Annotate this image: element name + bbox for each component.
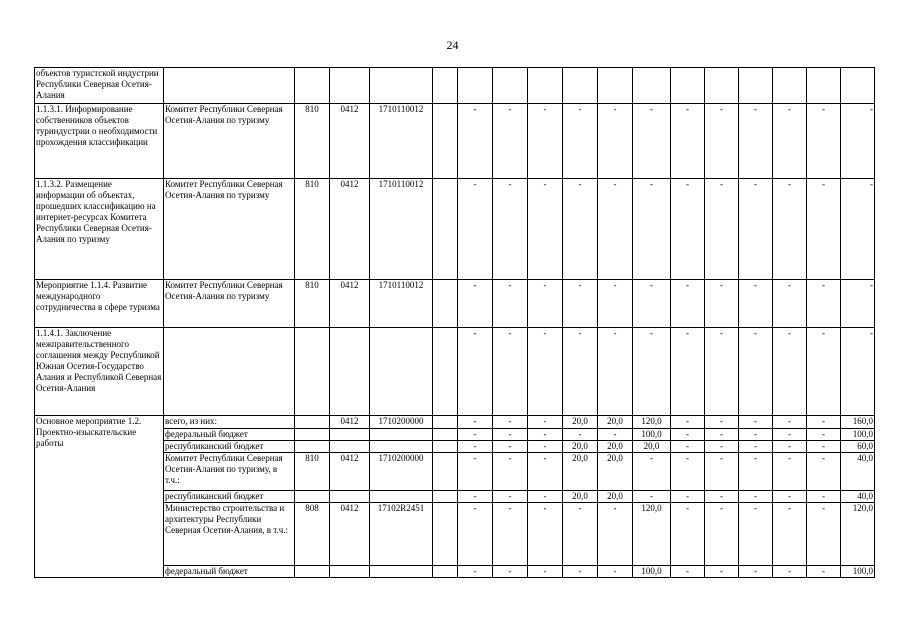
value-cell: -: [773, 104, 807, 179]
csr-code: [370, 566, 433, 578]
value-cell: -: [493, 441, 528, 453]
value-cell: -: [773, 328, 807, 416]
executor: республиканский бюджет: [164, 441, 295, 453]
value-cell: -: [671, 441, 705, 453]
value-cell: -: [671, 416, 705, 429]
value-cell: -: [598, 179, 633, 280]
csr-code: [370, 68, 433, 104]
value-cell: -: [458, 104, 493, 179]
page-number: 24: [446, 38, 459, 52]
value-cell: -: [705, 416, 739, 429]
value-cell: -: [773, 453, 807, 491]
value-cell: 20,0: [563, 416, 598, 429]
value-cell: -: [739, 491, 773, 503]
vr-code: [433, 503, 458, 566]
rzpr-code: [330, 429, 370, 441]
total-cell: -: [841, 280, 875, 328]
total-cell: 100,0: [841, 429, 875, 441]
value-cell: 20,0: [633, 441, 671, 453]
table-row: [35, 416, 875, 429]
value-cell: [773, 68, 807, 104]
grbs-code: [295, 491, 330, 503]
rzpr-code: [330, 491, 370, 503]
vr-code: [433, 104, 458, 179]
value-cell: -: [528, 503, 563, 566]
value-cell: -: [598, 104, 633, 179]
value-cell: -: [739, 566, 773, 578]
value-cell: 20,0: [598, 453, 633, 491]
table-row: [35, 68, 875, 104]
value-cell: -: [773, 503, 807, 566]
value-cell: -: [739, 453, 773, 491]
value-cell: -: [671, 179, 705, 280]
value-cell: -: [773, 441, 807, 453]
measure-name: 1.1.3.2. Размещение информации об объектах, прошедших классификацию на интернет-ресурсах Комитета Республики Северная Осетия-Алания по туризму: [35, 179, 164, 280]
value-cell: -: [773, 429, 807, 441]
rzpr-code: 0412: [330, 453, 370, 491]
grbs-code: [295, 429, 330, 441]
table-row: [35, 179, 875, 280]
value-cell: -: [671, 104, 705, 179]
total-cell: 40,0: [841, 453, 875, 491]
value-cell: -: [739, 179, 773, 280]
vr-code: [433, 416, 458, 429]
value-cell: -: [458, 416, 493, 429]
value-cell: -: [705, 566, 739, 578]
value-cell: -: [671, 328, 705, 416]
value-cell: 100,0: [633, 566, 671, 578]
value-cell: [739, 68, 773, 104]
value-cell: -: [739, 416, 773, 429]
csr-code: 1710110012: [370, 179, 433, 280]
value-cell: -: [633, 179, 671, 280]
value-cell: -: [705, 491, 739, 503]
value-cell: -: [773, 491, 807, 503]
value-cell: -: [493, 566, 528, 578]
rzpr-code: 0412: [330, 280, 370, 328]
rzpr-code: [330, 441, 370, 453]
value-cell: -: [458, 280, 493, 328]
value-cell: [528, 68, 563, 104]
value-cell: -: [458, 503, 493, 566]
value-cell: -: [773, 416, 807, 429]
value-cell: -: [528, 429, 563, 441]
value-cell: -: [528, 179, 563, 280]
executor: Министерство строительства и архитектуры Республики Северная Осетия-Алания, в т.ч.:: [164, 503, 295, 566]
measure-name: 1.1.3.1. Информирование собственников объектов туриндустрии о необходимости прохождения классификации: [35, 104, 164, 179]
total-cell: [841, 68, 875, 104]
rzpr-code: 0412: [330, 416, 370, 429]
value-cell: [598, 68, 633, 104]
value-cell: -: [563, 179, 598, 280]
vr-code: [433, 328, 458, 416]
csr-code: [370, 441, 433, 453]
vr-code: [433, 68, 458, 104]
value-cell: -: [563, 503, 598, 566]
grbs-code: [295, 416, 330, 429]
executor: федеральный бюджет: [164, 566, 295, 578]
value-cell: -: [493, 429, 528, 441]
value-cell: -: [528, 416, 563, 429]
value-cell: -: [563, 104, 598, 179]
csr-code: 1710200000: [370, 453, 433, 491]
total-cell: -: [841, 328, 875, 416]
value-cell: -: [739, 280, 773, 328]
vr-code: [433, 566, 458, 578]
value-cell: -: [705, 429, 739, 441]
value-cell: -: [563, 566, 598, 578]
value-cell: -: [705, 441, 739, 453]
rzpr-code: [330, 566, 370, 578]
value-cell: -: [633, 491, 671, 503]
total-cell: 100,0: [841, 566, 875, 578]
value-cell: -: [458, 328, 493, 416]
value-cell: [671, 68, 705, 104]
value-cell: -: [807, 429, 841, 441]
measure-name: объектов туристской индустрии Республики Северная Осетия-Алания: [35, 68, 164, 104]
total-cell: -: [841, 104, 875, 179]
value-cell: -: [807, 503, 841, 566]
csr-code: 1710110012: [370, 104, 433, 179]
value-cell: -: [739, 104, 773, 179]
value-cell: -: [705, 104, 739, 179]
value-cell: -: [807, 441, 841, 453]
value-cell: -: [598, 280, 633, 328]
value-cell: -: [705, 328, 739, 416]
measure-name: Мероприятие 1.1.4. Развитие международного сотрудничества в сфере туризма: [35, 280, 164, 328]
rzpr-code: [330, 68, 370, 104]
vr-code: [433, 280, 458, 328]
value-cell: -: [705, 503, 739, 566]
value-cell: -: [528, 566, 563, 578]
csr-code: [370, 491, 433, 503]
value-cell: -: [633, 328, 671, 416]
executor: Комитет Республики Северная Осетия-Алания по туризму: [164, 280, 295, 328]
executor: федеральный бюджет: [164, 429, 295, 441]
measure-name: Основное мероприятие 1.2. Проектно-изыскательские работы: [35, 416, 164, 578]
value-cell: -: [739, 441, 773, 453]
value-cell: -: [528, 441, 563, 453]
csr-code: [370, 429, 433, 441]
value-cell: [563, 68, 598, 104]
value-cell: -: [598, 503, 633, 566]
value-cell: -: [458, 491, 493, 503]
value-cell: -: [563, 280, 598, 328]
value-cell: -: [773, 280, 807, 328]
value-cell: -: [633, 104, 671, 179]
value-cell: -: [807, 566, 841, 578]
executor: Комитет Республики Северная Осетия-Алания по туризму: [164, 179, 295, 280]
value-cell: -: [563, 328, 598, 416]
value-cell: -: [528, 491, 563, 503]
table-row: [35, 280, 875, 328]
value-cell: -: [807, 453, 841, 491]
grbs-code: 808: [295, 503, 330, 566]
value-cell: -: [493, 328, 528, 416]
grbs-code: [295, 68, 330, 104]
value-cell: -: [598, 566, 633, 578]
value-cell: 20,0: [598, 441, 633, 453]
value-cell: -: [493, 491, 528, 503]
value-cell: -: [705, 453, 739, 491]
grbs-code: 810: [295, 179, 330, 280]
value-cell: -: [739, 328, 773, 416]
value-cell: -: [807, 104, 841, 179]
table-row: [35, 104, 875, 179]
value-cell: 100,0: [633, 429, 671, 441]
value-cell: 20,0: [598, 491, 633, 503]
value-cell: 20,0: [563, 491, 598, 503]
executor: Комитет Республики Северная Осетия-Алания по туризму: [164, 104, 295, 179]
value-cell: -: [671, 280, 705, 328]
rzpr-code: 0412: [330, 104, 370, 179]
grbs-code: [295, 328, 330, 416]
vr-code: [433, 429, 458, 441]
value-cell: -: [493, 453, 528, 491]
value-cell: -: [458, 453, 493, 491]
value-cell: -: [493, 179, 528, 280]
value-cell: -: [807, 416, 841, 429]
executor: [164, 328, 295, 416]
vr-code: [433, 179, 458, 280]
value-cell: -: [458, 429, 493, 441]
value-cell: -: [493, 104, 528, 179]
value-cell: 20,0: [563, 441, 598, 453]
value-cell: -: [807, 491, 841, 503]
value-cell: -: [807, 328, 841, 416]
value-cell: -: [598, 429, 633, 441]
measure-name: 1.1.4.1. Заключение межправительственного соглашения между Республикой Южная Осетия-Государство Алания и Республикой Северная Осетия-Алания: [35, 328, 164, 416]
total-cell: 120,0: [841, 503, 875, 566]
value-cell: -: [528, 104, 563, 179]
value-cell: -: [598, 328, 633, 416]
value-cell: -: [458, 179, 493, 280]
value-cell: [705, 68, 739, 104]
value-cell: -: [633, 280, 671, 328]
grbs-code: [295, 566, 330, 578]
value-cell: -: [739, 503, 773, 566]
rzpr-code: 0412: [330, 179, 370, 280]
value-cell: -: [671, 453, 705, 491]
value-cell: -: [493, 280, 528, 328]
value-cell: -: [807, 280, 841, 328]
total-cell: 160,0: [841, 416, 875, 429]
value-cell: 120,0: [633, 503, 671, 566]
total-cell: 40,0: [841, 491, 875, 503]
total-cell: 60,0: [841, 441, 875, 453]
value-cell: -: [671, 429, 705, 441]
executor: республиканский бюджет: [164, 491, 295, 503]
total-cell: -: [841, 179, 875, 280]
value-cell: -: [773, 179, 807, 280]
grbs-code: 810: [295, 453, 330, 491]
value-cell: -: [705, 280, 739, 328]
value-cell: -: [671, 491, 705, 503]
csr-code: 17102R2451: [370, 503, 433, 566]
value-cell: 20,0: [563, 453, 598, 491]
value-cell: 120,0: [633, 416, 671, 429]
vr-code: [433, 441, 458, 453]
value-cell: -: [458, 441, 493, 453]
value-cell: [807, 68, 841, 104]
value-cell: -: [671, 503, 705, 566]
table-row: [35, 328, 875, 416]
executor: всего, из них:: [164, 416, 295, 429]
value-cell: -: [739, 429, 773, 441]
value-cell: [633, 68, 671, 104]
csr-code: [370, 328, 433, 416]
csr-code: 1710200000: [370, 416, 433, 429]
value-cell: -: [563, 429, 598, 441]
value-cell: -: [705, 179, 739, 280]
value-cell: -: [807, 179, 841, 280]
value-cell: [458, 68, 493, 104]
rzpr-code: 0412: [330, 503, 370, 566]
value-cell: 20,0: [598, 416, 633, 429]
grbs-code: [295, 441, 330, 453]
csr-code: 1710110012: [370, 280, 433, 328]
value-cell: -: [458, 566, 493, 578]
rzpr-code: [330, 328, 370, 416]
value-cell: [493, 68, 528, 104]
value-cell: -: [528, 453, 563, 491]
grbs-code: 810: [295, 104, 330, 179]
executor: Комитет Республики Северная Осетия-Алания по туризму, в т.ч.:: [164, 453, 295, 491]
value-cell: -: [773, 566, 807, 578]
value-cell: -: [528, 280, 563, 328]
value-cell: -: [528, 328, 563, 416]
value-cell: -: [671, 566, 705, 578]
grbs-code: 810: [295, 280, 330, 328]
vr-code: [433, 453, 458, 491]
vr-code: [433, 491, 458, 503]
executor: [164, 68, 295, 104]
value-cell: -: [493, 503, 528, 566]
value-cell: -: [493, 416, 528, 429]
value-cell: -: [633, 453, 671, 491]
budget-table: [34, 67, 875, 578]
